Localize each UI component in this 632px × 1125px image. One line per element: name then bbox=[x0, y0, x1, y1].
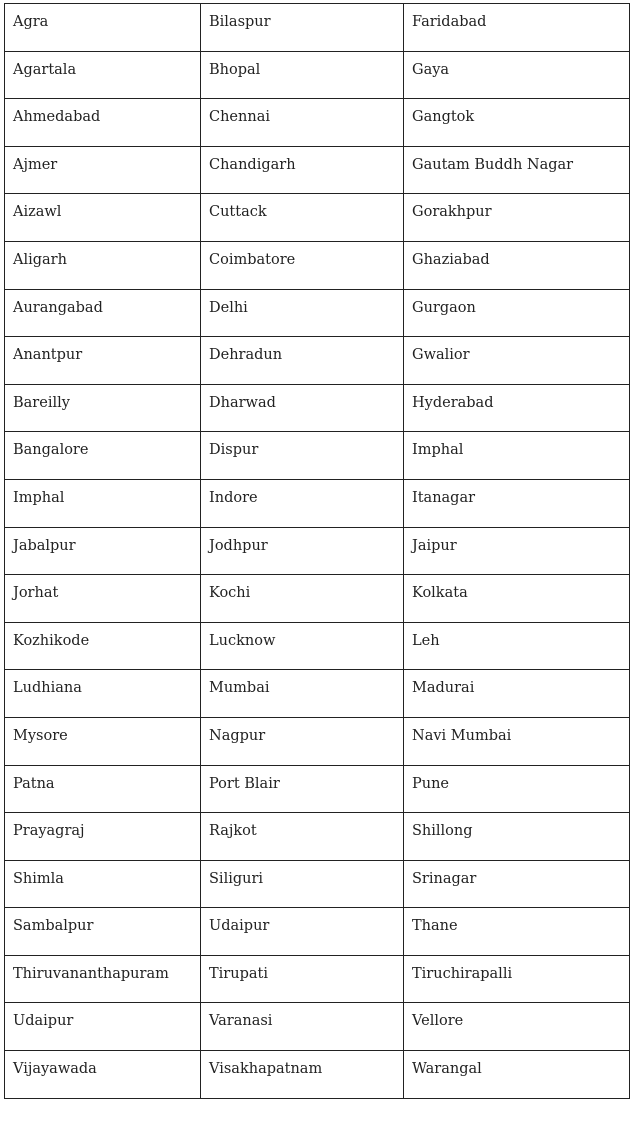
table-row bbox=[5, 146, 630, 194]
table-row bbox=[5, 860, 630, 908]
table-cell: Cuttack bbox=[201, 194, 404, 242]
table-row bbox=[5, 622, 630, 670]
table-cell: Faridabad bbox=[404, 4, 630, 52]
table-cell: Gautam Buddh Nagar bbox=[404, 146, 630, 194]
table-cell: Ludhiana bbox=[5, 670, 201, 718]
table-cell: Srinagar bbox=[404, 860, 630, 908]
table-cell: Madurai bbox=[404, 670, 630, 718]
table-cell: Chandigarh bbox=[201, 146, 404, 194]
table-cell: Mysore bbox=[5, 717, 201, 765]
table-cell: Imphal bbox=[5, 479, 201, 527]
table-cell: Rajkot bbox=[201, 813, 404, 861]
table-cell: Port Blair bbox=[201, 765, 404, 813]
table-cell: Shimla bbox=[5, 860, 201, 908]
table-cell: Warangal bbox=[404, 1051, 630, 1099]
table-cell: Bhopal bbox=[201, 51, 404, 99]
table-cell: Jodhpur bbox=[201, 527, 404, 575]
table-cell: Tiruchirapalli bbox=[404, 955, 630, 1003]
table-row bbox=[5, 4, 630, 52]
table-row bbox=[5, 1051, 630, 1099]
table-row bbox=[5, 194, 630, 242]
table-cell: Pune bbox=[404, 765, 630, 813]
table-cell: Udaipur bbox=[5, 1003, 201, 1051]
table-cell: Coimbatore bbox=[201, 241, 404, 289]
table-cell: Leh bbox=[404, 622, 630, 670]
table-row bbox=[5, 527, 630, 575]
table-cell: Jaipur bbox=[404, 527, 630, 575]
table-cell: Prayagraj bbox=[5, 813, 201, 861]
table-cell: Imphal bbox=[404, 432, 630, 480]
table-cell: Ahmedabad bbox=[5, 99, 201, 147]
table-cell: Lucknow bbox=[201, 622, 404, 670]
table-cell: Sambalpur bbox=[5, 908, 201, 956]
table-cell: Ghaziabad bbox=[404, 241, 630, 289]
table-row bbox=[5, 1003, 630, 1051]
table-cell: Itanagar bbox=[404, 479, 630, 527]
table-cell: Aizawl bbox=[5, 194, 201, 242]
table-row bbox=[5, 432, 630, 480]
table-cell: Dharwad bbox=[201, 384, 404, 432]
table-cell: Patna bbox=[5, 765, 201, 813]
table-cell: Vijayawada bbox=[5, 1051, 201, 1099]
table-cell: Gaya bbox=[404, 51, 630, 99]
table-cell: Visakhapatnam bbox=[201, 1051, 404, 1099]
table-row bbox=[5, 99, 630, 147]
table-row bbox=[5, 765, 630, 813]
table-cell: Shillong bbox=[404, 813, 630, 861]
table-cell: Gurgaon bbox=[404, 289, 630, 337]
table-row bbox=[5, 575, 630, 623]
table-cell: Udaipur bbox=[201, 908, 404, 956]
table-cell: Bangalore bbox=[5, 432, 201, 480]
table-cell: Gangtok bbox=[404, 99, 630, 147]
table-cell: Vellore bbox=[404, 1003, 630, 1051]
table-row bbox=[5, 717, 630, 765]
table-cell: Nagpur bbox=[201, 717, 404, 765]
table-cell: Gwalior bbox=[404, 337, 630, 385]
table-row bbox=[5, 670, 630, 718]
table-cell: Bareilly bbox=[5, 384, 201, 432]
table-row bbox=[5, 51, 630, 99]
table-cell: Kozhikode bbox=[5, 622, 201, 670]
table-row bbox=[5, 908, 630, 956]
table-cell: Thane bbox=[404, 908, 630, 956]
table-cell: Agartala bbox=[5, 51, 201, 99]
table-cell: Hyderabad bbox=[404, 384, 630, 432]
table-cell: Navi Mumbai bbox=[404, 717, 630, 765]
table-row bbox=[5, 955, 630, 1003]
table-cell: Mumbai bbox=[201, 670, 404, 718]
table-cell: Dehradun bbox=[201, 337, 404, 385]
table-row bbox=[5, 241, 630, 289]
table-cell: Chennai bbox=[201, 99, 404, 147]
table-cell: Kolkata bbox=[404, 575, 630, 623]
table-row bbox=[5, 289, 630, 337]
table-cell: Varanasi bbox=[201, 1003, 404, 1051]
table-cell: Siliguri bbox=[201, 860, 404, 908]
table-cell: Bilaspur bbox=[201, 4, 404, 52]
table-cell: Thiruvananthapuram bbox=[5, 955, 201, 1003]
table-cell: Jorhat bbox=[5, 575, 201, 623]
table-cell: Aligarh bbox=[5, 241, 201, 289]
table-cell: Dispur bbox=[201, 432, 404, 480]
table-cell: Anantpur bbox=[5, 337, 201, 385]
table-row bbox=[5, 337, 630, 385]
table-cell: Agra bbox=[5, 4, 201, 52]
table-row bbox=[5, 384, 630, 432]
table-cell: Gorakhpur bbox=[404, 194, 630, 242]
table-cell: Kochi bbox=[201, 575, 404, 623]
city-table bbox=[4, 3, 630, 1099]
table-row bbox=[5, 813, 630, 861]
table-cell: Jabalpur bbox=[5, 527, 201, 575]
table-cell: Ajmer bbox=[5, 146, 201, 194]
table-cell: Aurangabad bbox=[5, 289, 201, 337]
table-cell: Indore bbox=[201, 479, 404, 527]
table-cell: Delhi bbox=[201, 289, 404, 337]
table-cell: Tirupati bbox=[201, 955, 404, 1003]
table-row bbox=[5, 479, 630, 527]
city-table-body bbox=[5, 4, 630, 1099]
